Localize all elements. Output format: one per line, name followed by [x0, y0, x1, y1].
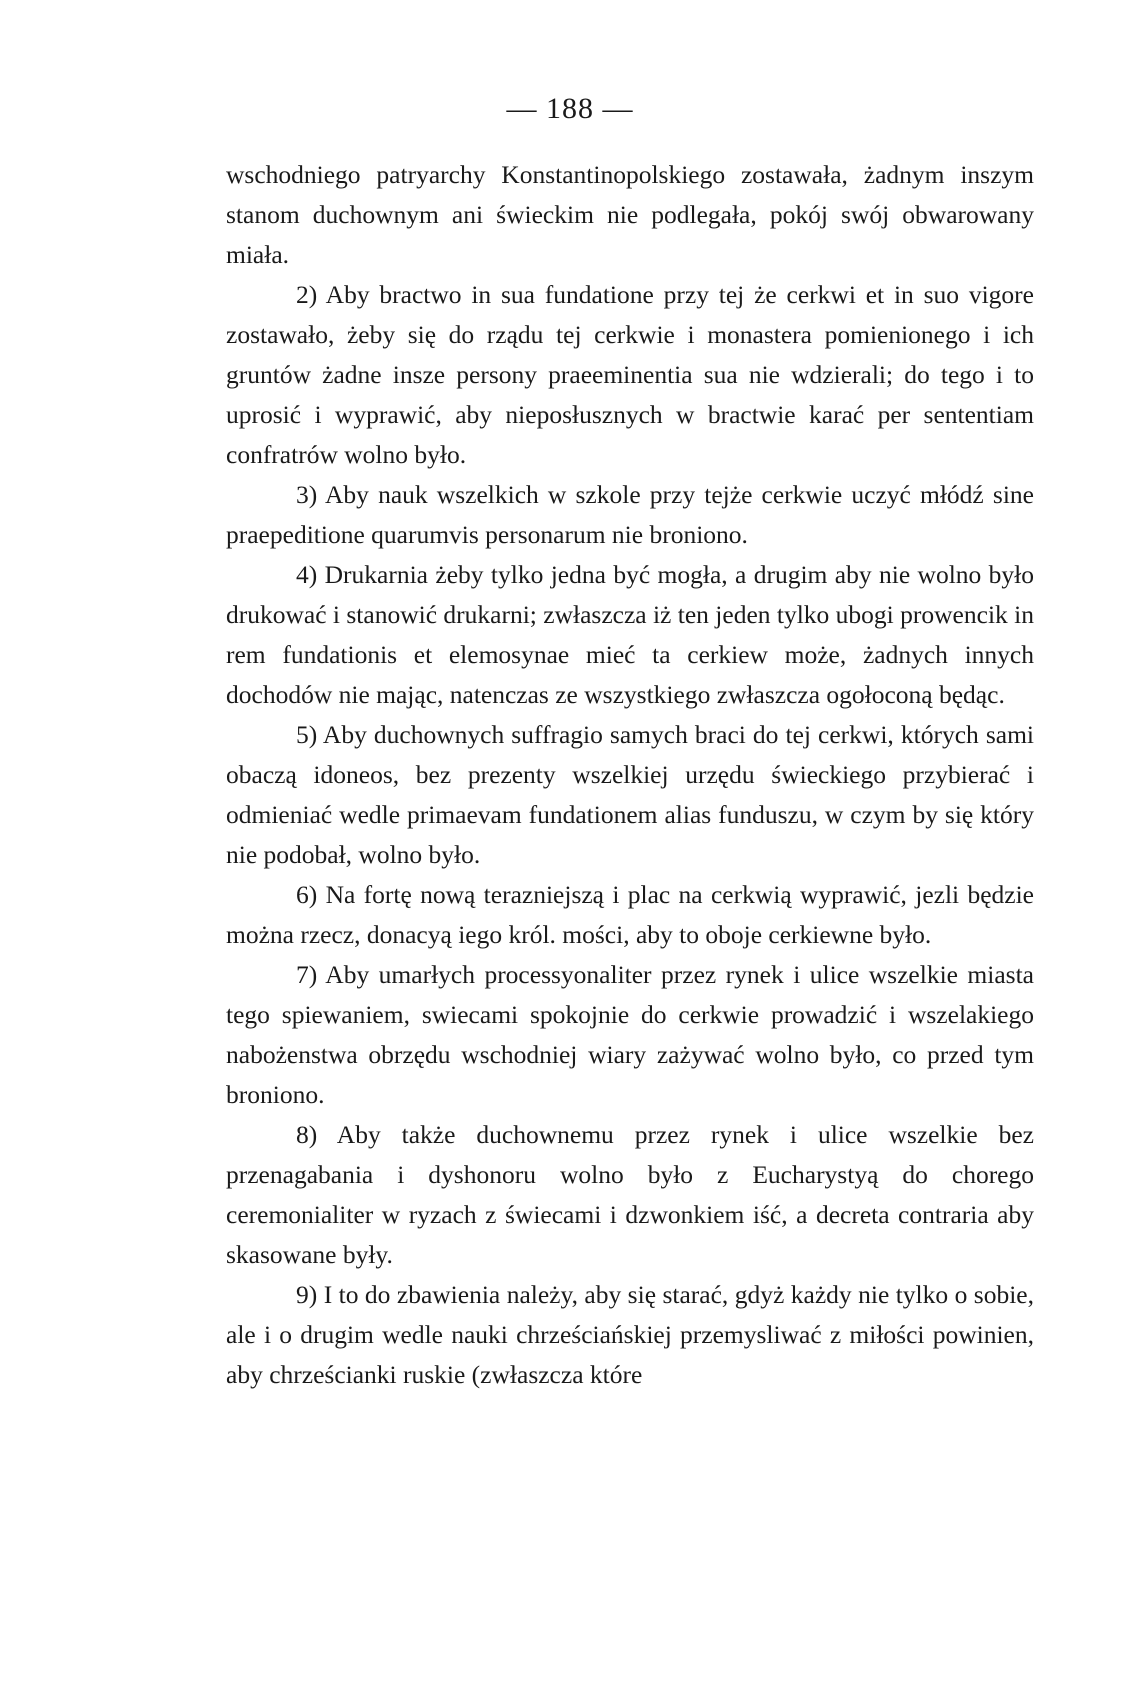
- paragraph-item-3: 3) Aby nauk wszelkich w szkole przy tejże cerkwie uczyć młódź sine praepeditione quarumvis personarum nie broniono.: [226, 480, 1034, 549]
- paragraph-item-7: 7) Aby umarłych processyonaliter przez rynek i ulice wszelkie miasta tego spiewaniem, swiecami spokojnie do cerkwie prowadzić i wszelakiego nabożenstwa obrzędu wschodniej wiary zażywać wolno było, co przed tym broniono.: [226, 960, 1034, 1109]
- body-text: [226, 155, 1034, 1395]
- paragraph-item-2: 2) Aby bractwo in sua fundatione przy tej że cerkwi et in suo vigore zostawało, żeby się do rządu tej cerkwie i monastera pomienionego i ich gruntów żadne insze persony praeeminentia sua nie wdzierali; do tego i to uprosić i wyprawić, aby nieposłusznych w bractwie karać per sententiam confratrów wolno było.: [226, 280, 1034, 469]
- paragraph-item-6: 6) Na fortę nową terazniejszą i plac na cerkwią wyprawić, jezli będzie można rzecz, donacyą iego król. mości, aby to oboje cerkiewne było.: [226, 880, 1034, 949]
- paragraph-item-5: 5) Aby duchownych suffragio samych braci do tej cerkwi, których sami obaczą idoneos, bez prezenty wszelkiej urzędu świeckiego przybierać i odmieniać wedle primaevam fundationem alias funduszu, w czym by się który nie podobał, wolno było.: [226, 720, 1034, 869]
- page-number: — 188 —: [506, 92, 634, 125]
- paragraph-item-4: 4) Drukarnia żeby tylko jedna być mogła, a drugim aby nie wolno było drukować i stanowić drukarni; zwłaszcza iż ten jeden tylko ubogi prowencik in rem fundationis et elemosynae mieć ta cerkiew może, żadnych innych dochodów nie mając, natenczas ze wszystkiego zwłaszcza ogołoconą będąc.: [226, 560, 1034, 709]
- paragraph-continuation: wschodniego patryarchy Konstantinopolskiego zostawała, żadnym inszym stanom duchownym ani świeckim nie podlegała, pokój swój obwarowany miała.: [226, 160, 1034, 269]
- paragraph-item-8: 8) Aby także duchownemu przez rynek i ulice wszelkie bez przenagabania i dyshonoru wolno było z Eucharystyą do chorego ceremonialiter w ryzach z świecami i dzwonkiem iść, a decreta contraria aby skasowane były.: [226, 1120, 1034, 1269]
- paragraph-item-9: 9) I to do zbawienia należy, aby się starać, gdyż każdy nie tylko o sobie, ale i o drugim wedle nauki chrześciańskiej przemysliwać z miłości powinien, aby chrześcianki ruskie (zwłaszcza które: [226, 1280, 1034, 1389]
